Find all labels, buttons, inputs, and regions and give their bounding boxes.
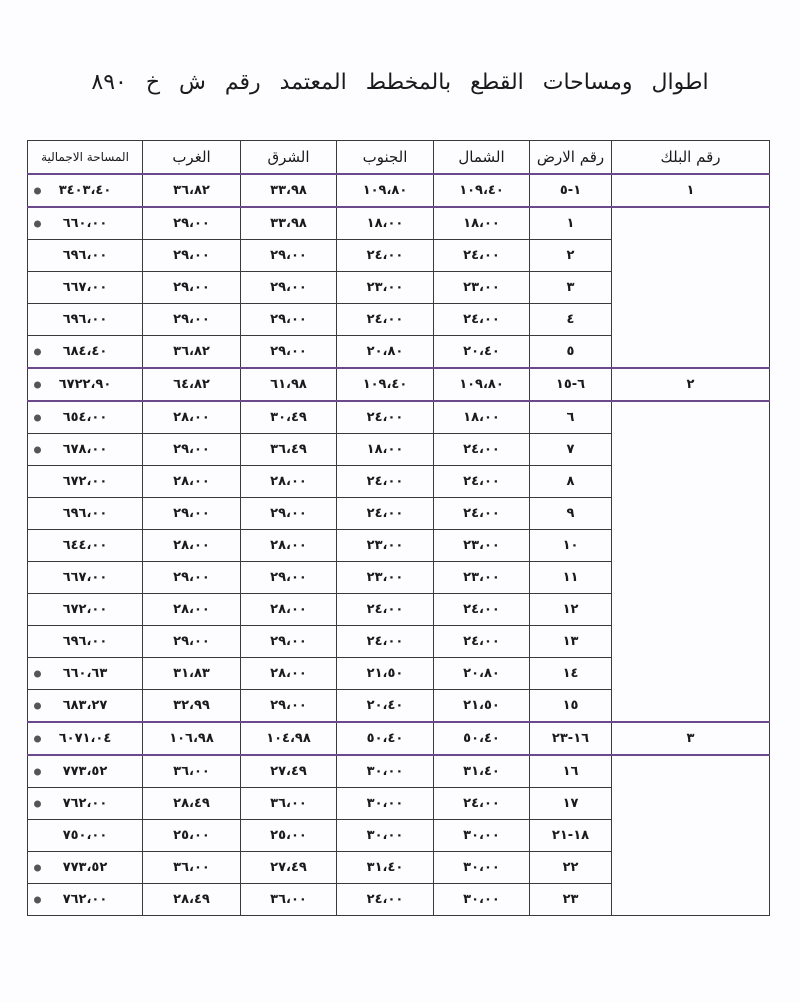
cell-north: ١٠٩،٤٠ [434,174,530,207]
cell-land: ٧ [530,434,612,466]
cell-west: ٢٨،٤٩ [143,884,241,916]
cell-land: ١٤ [530,658,612,690]
total-value: ٦٦٧،٠٠ [62,280,108,295]
cell-land: ٦ [530,401,612,434]
cell-south: ٢٤،٠٠ [337,594,434,626]
cell-land: ١ [530,207,612,240]
total-value: ٦٧٢،٠٠ [62,602,108,617]
bullet-mark-icon [34,800,41,807]
cell-total [28,788,143,820]
cell-north: ٣٠،٠٠ [434,884,530,916]
cell-land: ٣ [530,272,612,304]
cell-north: ١٨،٠٠ [434,207,530,240]
header-east: الشرق [241,141,337,175]
bullet-mark-icon [34,348,41,355]
cell-north: ١٨،٠٠ [434,401,530,434]
cell-north: ٢٤،٠٠ [434,594,530,626]
cell-west: ٢٥،٠٠ [143,820,241,852]
cell-east: ٢٨،٠٠ [241,466,337,498]
cell-east: ٢٩،٠٠ [241,336,337,369]
total-value: ٣٤٠٣،٤٠ [58,183,112,198]
plots-table [27,140,770,916]
cell-total [28,626,143,658]
cell-west: ٣٢،٩٩ [143,690,241,723]
bullet-mark-icon [34,187,41,194]
cell-west: ٢٩،٠٠ [143,207,241,240]
cell-total [28,562,143,594]
cell-land: ٢٢ [530,852,612,884]
cell-east: ٢٨،٠٠ [241,658,337,690]
table-header-row [28,141,770,175]
cell-west: ٢٩،٠٠ [143,562,241,594]
header-total: المساحة الاجمالية [28,141,143,175]
cell-west: ٢٩،٠٠ [143,498,241,530]
table-row [28,207,770,240]
cell-total [28,272,143,304]
cell-south: ١٠٩،٨٠ [337,174,434,207]
cell-land: ١٦-٢٣ [530,722,612,755]
cell-south: ٢٤،٠٠ [337,466,434,498]
cell-east: ٢٩،٠٠ [241,690,337,723]
cell-north: ٣٠،٠٠ [434,852,530,884]
cell-north: ٢٤،٠٠ [434,626,530,658]
cell-total [28,498,143,530]
table-row [28,755,770,788]
cell-east: ٣٦،٤٩ [241,434,337,466]
cell-south: ٢١،٥٠ [337,658,434,690]
header-block: رقم البلك [612,141,770,175]
total-value: ٦٦٠،٠٠ [62,216,108,231]
total-value: ٦٩٦،٠٠ [62,506,108,521]
cell-total [28,722,143,755]
cell-west: ٣٦،٠٠ [143,755,241,788]
cell-total [28,658,143,690]
cell-total [28,174,143,207]
bullet-mark-icon [34,381,41,388]
cell-south: ٥٠،٤٠ [337,722,434,755]
cell-east: ٢٨،٠٠ [241,530,337,562]
cell-south: ٢٣،٠٠ [337,530,434,562]
cell-east: ٢٩،٠٠ [241,562,337,594]
cell-north: ١٠٩،٨٠ [434,368,530,401]
cell-land: ٨ [530,466,612,498]
cell-west: ٣٦،٨٢ [143,336,241,369]
total-value: ٦٨٣،٢٧ [62,698,108,713]
cell-east: ١٠٤،٩٨ [241,722,337,755]
cell-south: ٢٠،٨٠ [337,336,434,369]
cell-east: ٢٧،٤٩ [241,755,337,788]
cell-south: ٣١،٤٠ [337,852,434,884]
cell-east: ٣٦،٠٠ [241,788,337,820]
cell-land: ٩ [530,498,612,530]
cell-north: ٢٠،٤٠ [434,336,530,369]
total-value: ٧٧٣،٥٢ [62,860,108,875]
cell-north: ٢١،٥٠ [434,690,530,723]
total-value: ٦٤٤،٠٠ [62,538,108,553]
cell-total [28,690,143,723]
cell-east: ٢٩،٠٠ [241,626,337,658]
cell-land: ٢ [530,240,612,272]
bullet-mark-icon [34,735,41,742]
cell-south: ٢٣،٠٠ [337,272,434,304]
bullet-mark-icon [34,864,41,871]
cell-total [28,884,143,916]
cell-north: ٢٠،٨٠ [434,658,530,690]
cell-north: ٢٤،٠٠ [434,498,530,530]
cell-west: ٣٦،٠٠ [143,852,241,884]
cell-south: ٣٠،٠٠ [337,755,434,788]
cell-total [28,530,143,562]
header-north: الشمال [434,141,530,175]
block-number: ٣ [612,722,770,755]
cell-west: ٢٨،٠٠ [143,401,241,434]
cell-north: ٢٤،٠٠ [434,788,530,820]
cell-east: ٢٩،٠٠ [241,272,337,304]
cell-south: ٢٤،٠٠ [337,498,434,530]
cell-west: ٣١،٨٣ [143,658,241,690]
cell-south: ٢٤،٠٠ [337,240,434,272]
cell-total [28,434,143,466]
cell-south: ١٠٩،٤٠ [337,368,434,401]
cell-land: ١٧ [530,788,612,820]
cell-total [28,466,143,498]
cell-east: ٢٩،٠٠ [241,240,337,272]
cell-west: ٦٤،٨٢ [143,368,241,401]
total-value: ٦٨٤،٤٠ [62,344,108,359]
cell-land: ١٨-٢١ [530,820,612,852]
block-group-cell [612,755,770,916]
cell-north: ٢٣،٠٠ [434,530,530,562]
cell-north: ٢٣،٠٠ [434,272,530,304]
cell-east: ٣٦،٠٠ [241,884,337,916]
block-group-cell [612,401,770,722]
header-south: الجنوب [337,141,434,175]
table-row [28,401,770,434]
cell-south: ٢٣،٠٠ [337,562,434,594]
total-value: ٦٧٨،٠٠ [62,442,108,457]
cell-north: ٢٤،٠٠ [434,434,530,466]
cell-north: ٢٤،٠٠ [434,240,530,272]
cell-total [28,240,143,272]
cell-south: ٢٤،٠٠ [337,401,434,434]
block-summary-row [28,368,770,401]
cell-total [28,304,143,336]
cell-north: ٥٠،٤٠ [434,722,530,755]
cell-west: ٣٦،٨٢ [143,174,241,207]
cell-south: ٢٠،٤٠ [337,690,434,723]
total-value: ٦٦٠،٦٣ [62,666,108,681]
bullet-mark-icon [34,670,41,677]
cell-south: ٣٠،٠٠ [337,820,434,852]
cell-west: ٢٨،٠٠ [143,530,241,562]
cell-south: ٢٤،٠٠ [337,626,434,658]
block-number: ١ [612,174,770,207]
cell-west: ٢٩،٠٠ [143,272,241,304]
cell-north: ٢٣،٠٠ [434,562,530,594]
bullet-mark-icon [34,414,41,421]
total-value: ٦٩٦،٠٠ [62,248,108,263]
cell-total [28,594,143,626]
total-value: ٦٩٦،٠٠ [62,634,108,649]
cell-west: ٢٩،٠٠ [143,626,241,658]
cell-land: ١٠ [530,530,612,562]
cell-south: ٢٤،٠٠ [337,884,434,916]
cell-west: ٢٩،٠٠ [143,240,241,272]
cell-east: ٦١،٩٨ [241,368,337,401]
cell-total [28,852,143,884]
cell-total [28,207,143,240]
cell-north: ٣١،٤٠ [434,755,530,788]
cell-west: ٢٩،٠٠ [143,434,241,466]
cell-land: ٤ [530,304,612,336]
cell-west: ٢٨،٤٩ [143,788,241,820]
cell-north: ٢٤،٠٠ [434,466,530,498]
page-title: اطوال ومساحات القطع بالمخطط المعتمد رقم ش خ ٨٩٠ [91,70,709,95]
cell-land: ١٦ [530,755,612,788]
cell-east: ٢٩،٠٠ [241,304,337,336]
cell-west: ١٠٦،٩٨ [143,722,241,755]
total-value: ٦٧٢٢،٩٠ [58,377,112,392]
block-group-cell [612,207,770,368]
cell-land: ١٥ [530,690,612,723]
block-summary-row [28,174,770,207]
cell-total [28,336,143,369]
block-summary-row [28,722,770,755]
bullet-mark-icon [34,896,41,903]
total-value: ٦٩٦،٠٠ [62,312,108,327]
cell-total [28,368,143,401]
cell-land: ٦-١٥ [530,368,612,401]
total-value: ٦٧٢،٠٠ [62,474,108,489]
bullet-mark-icon [34,446,41,453]
cell-total [28,401,143,434]
block-number: ٢ [612,368,770,401]
total-value: ٧٥٠،٠٠ [62,828,108,843]
cell-land: ١١ [530,562,612,594]
header-west: الغرب [143,141,241,175]
cell-land: ١٣ [530,626,612,658]
bullet-mark-icon [34,220,41,227]
cell-total [28,755,143,788]
header-land: رقم الارض [530,141,612,175]
cell-west: ٢٩،٠٠ [143,304,241,336]
total-value: ٧٧٣،٥٢ [62,764,108,779]
cell-east: ٣٣،٩٨ [241,174,337,207]
bullet-mark-icon [34,768,41,775]
cell-east: ٢٥،٠٠ [241,820,337,852]
cell-south: ١٨،٠٠ [337,207,434,240]
cell-land: ٢٣ [530,884,612,916]
cell-south: ٢٤،٠٠ [337,304,434,336]
cell-east: ٣٣،٩٨ [241,207,337,240]
total-value: ٧٦٢،٠٠ [62,892,108,907]
cell-north: ٣٠،٠٠ [434,820,530,852]
cell-south: ٣٠،٠٠ [337,788,434,820]
cell-land: ١-٥ [530,174,612,207]
cell-east: ٢٨،٠٠ [241,594,337,626]
total-value: ٦٥٤،٠٠ [62,410,108,425]
cell-land: ١٢ [530,594,612,626]
cell-east: ٢٧،٤٩ [241,852,337,884]
cell-south: ١٨،٠٠ [337,434,434,466]
total-value: ٦٦٧،٠٠ [62,570,108,585]
total-value: ٧٦٢،٠٠ [62,796,108,811]
cell-land: ٥ [530,336,612,369]
bullet-mark-icon [34,702,41,709]
cell-total [28,820,143,852]
cell-north: ٢٤،٠٠ [434,304,530,336]
cell-east: ٣٠،٤٩ [241,401,337,434]
total-value: ٦٠٧١،٠٤ [58,731,112,746]
cell-west: ٢٨،٠٠ [143,466,241,498]
cell-east: ٢٩،٠٠ [241,498,337,530]
cell-west: ٢٨،٠٠ [143,594,241,626]
